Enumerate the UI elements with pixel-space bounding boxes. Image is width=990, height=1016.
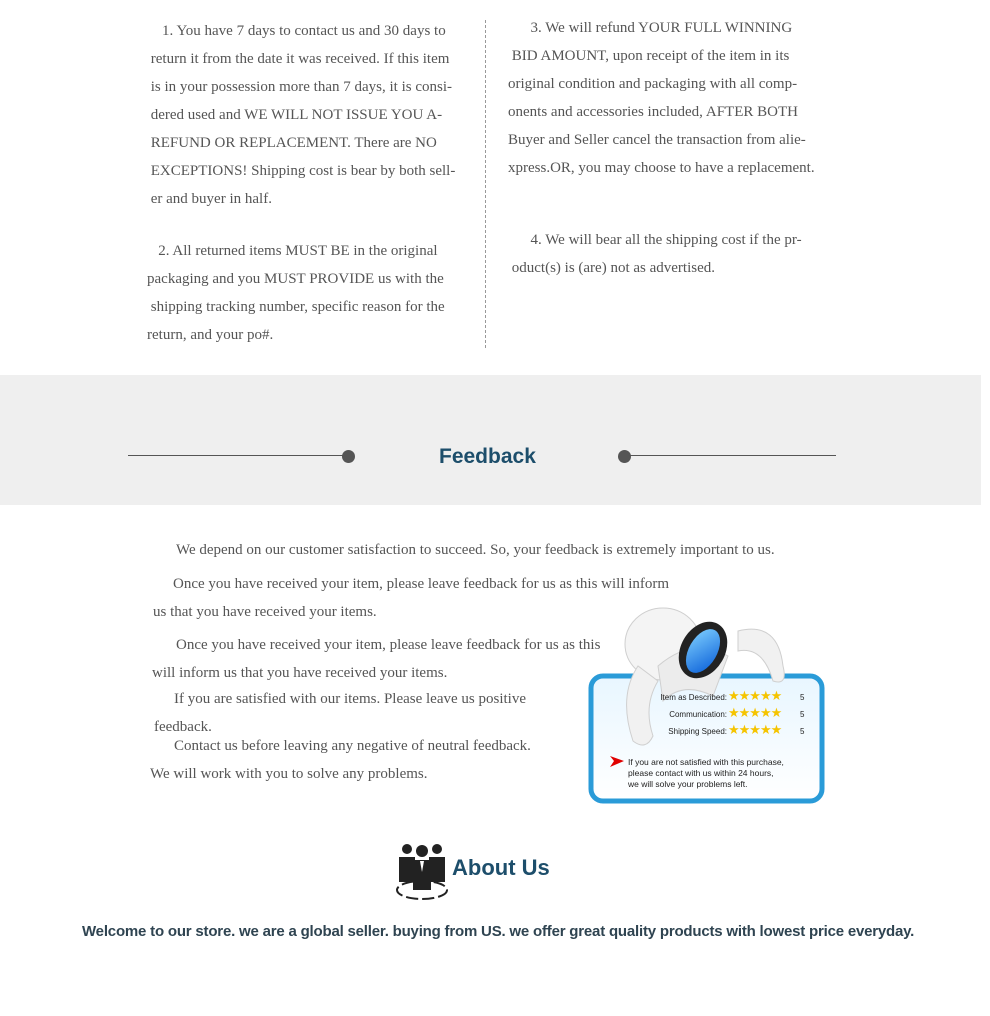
feedback-line-2: us that you have received your items.: [153, 604, 377, 620]
rating-card-note: If you are not satisfied with this purchase, please contact with us within 24 hours, we will solve your problems left.: [628, 757, 784, 789]
policy-item-4: 4. We will bear all the shipping cost if the pr- oduct(s) is (are) not as advertised.: [511, 232, 802, 276]
feedback-intro: We depend on our customer satisfaction to succeed. So, your feedback is extremely important to us.: [176, 542, 775, 558]
about-title: About Us: [452, 855, 550, 880]
rating-value-communication: 5: [800, 710, 805, 719]
policy-item-3: 3. We will refund YOUR FULL WINNING BID AMOUNT, upon receipt of the item in its original condition and packaging with all comp- onents and accessories included, AFTER BOTH Buyer and Seller cancel the transaction from alie- xpress.OR, you may choose to have a replacement.: [508, 20, 815, 176]
rating-value-shipping: 5: [800, 727, 805, 736]
banner-dot-left: [342, 450, 355, 463]
feedback-banner: [0, 375, 981, 505]
rating-card-illustration: [588, 606, 828, 806]
feedback-line-1: Once you have received your item, please leave feedback for us as this will inform: [173, 576, 670, 592]
rating-label-communication: Communication:: [669, 710, 727, 719]
team-icon: [393, 840, 451, 904]
stars-icon: ★★★★★: [728, 689, 782, 704]
about-welcome-text: Welcome to our store. we are a global seller. buying from US. we offer great quality products with lowest price everyday.: [82, 923, 915, 940]
policy-item-2: 2. All returned items MUST BE in the original packaging and you MUST PROVIDE us with the shipping tracking number, specific reason for the return, and your po#.: [147, 243, 445, 343]
banner-dot-right: [618, 450, 631, 463]
feedback-line-8: We will work with you to solve any problems.: [150, 766, 428, 782]
policy-left-column: [147, 17, 482, 349]
banner-line-right: [625, 455, 836, 456]
column-divider: [485, 20, 486, 348]
feedback-line-5: If you are satisfied with our items. Please leave us positive: [174, 691, 526, 707]
feedback-line-4: will inform us that you have received your items.: [152, 665, 448, 681]
feedback-line-3: Once you have received your item, please leave feedback for us as this: [176, 637, 601, 653]
feedback-line-6: feedback.: [154, 719, 212, 735]
rating-label-shipping: Shipping Speed:: [668, 727, 727, 736]
stars-icon: ★★★★★: [728, 706, 782, 721]
rating-value-described: 5: [800, 693, 805, 702]
policy-item-1: 1. You have 7 days to contact us and 30 days to return it from the date it was received. If this item is in your possession more than 7 days, it is consi- dered used and WE WILL NOT ISSUE YOU A- REFUND OR REPLACEMENT. There are NO EXCEPTIONS! Shipping cost is bear by both sell- er and buyer in half.: [150, 23, 456, 207]
feedback-title: Feedback: [439, 445, 536, 468]
policy-right-column: [508, 14, 848, 282]
feedback-line-7: Contact us before leaving any negative of neutral feedback.: [174, 738, 531, 754]
rating-label-described: Item as Described:: [660, 693, 727, 702]
banner-line-left: [128, 455, 348, 456]
stars-icon: ★★★★★: [728, 723, 782, 738]
